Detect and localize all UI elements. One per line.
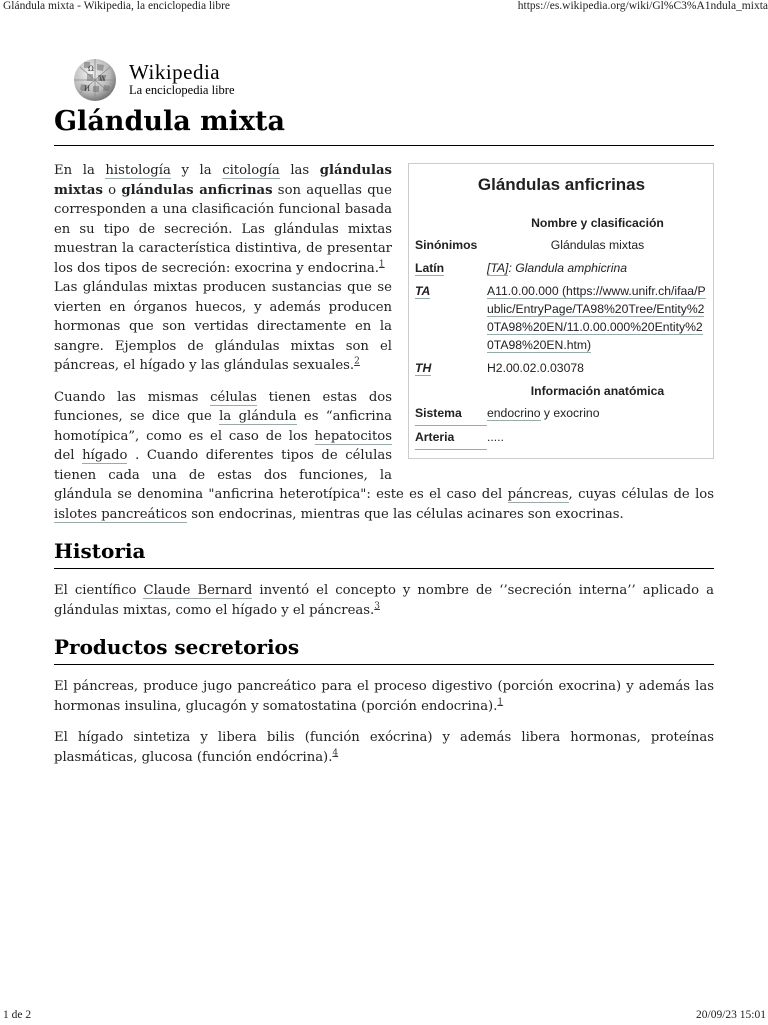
text: En la: [54, 163, 95, 178]
infobox-value: Glándulas mixtas: [550, 238, 645, 252]
sistema-rest: y exocrino: [543, 406, 600, 420]
hepatocitos-link[interactable]: hepatocitos: [314, 428, 392, 444]
infobox-row-sinonimos: [415, 234, 708, 257]
text: del: [54, 448, 75, 463]
infobox-row-arteria: [415, 426, 708, 450]
reference-link[interactable]: 2: [354, 356, 360, 367]
infobox: [408, 163, 714, 459]
text: El páncreas, produce jugo pancreático para el proceso digestivo (porción exocrina) y además las hormonas insulina, glucagón y somatostatina (porción endocrina).: [54, 679, 714, 714]
reference-link[interactable]: 1: [378, 259, 385, 270]
page-title: Glándula mixta: [54, 105, 714, 146]
text: son aquellas que corresponden a una clasificación funcional basada en su tipo de secreción. Las glándulas mixtas muestran la característica distintiva, de presentar los dos tipos de secreción: exocrina y endocrina.: [54, 182, 392, 276]
print-footer-page: 1 de 2: [3, 1009, 32, 1021]
text: , cuyas células de los: [568, 487, 714, 502]
ta-url-link[interactable]: A11.0.00.000 (https://www.unifr.ch/ifaa/Public/EntryPage/TA98%20Tree/Entity%20TA98%20EN/11.0.00.000%20Entity%20TA98%20EN.htm): [487, 284, 706, 352]
text: o: [108, 182, 117, 198]
ta-ref-link[interactable]: [TA]: [487, 261, 509, 275]
print-footer: [0, 1009, 768, 1025]
print-header: [0, 0, 768, 16]
infobox-label: Sistema: [415, 402, 487, 426]
text: son endocrinas, mientras que las células acinares son exocrinas.: [191, 506, 624, 522]
print-header-title: Glándula mixta - Wikipedia, la enciclopedia libre: [3, 0, 231, 12]
text: tienen estas dos funciones, se dice que: [54, 389, 392, 424]
svg-text:И: И: [84, 85, 91, 93]
print-footer-datetime: 20/09/23 15:01: [696, 1009, 766, 1021]
infobox-label: [415, 357, 487, 380]
endocrino-link[interactable]: endocrino: [487, 406, 541, 420]
infobox-value: [487, 402, 708, 426]
reference-link[interactable]: 3: [374, 601, 380, 612]
article-body: [54, 161, 714, 779]
infobox-label: [415, 280, 487, 357]
infobox-label: [415, 257, 487, 280]
text: es “anficrina homotípica”, como es el caso de los: [54, 409, 392, 444]
svg-text:W: W: [99, 75, 107, 83]
wikipedia-wordmark: Wikipedia: [129, 60, 221, 84]
text: inventó el concepto y nombre de ‘’secreción interna’’ aplicado a glándulas mixtas, como el hígado y el páncreas.: [54, 583, 714, 618]
text: Cuando las mismas: [54, 389, 199, 405]
infobox-value: [487, 257, 708, 280]
productos-paragraph-2: [54, 728, 714, 767]
ta-label-link[interactable]: TA: [415, 284, 431, 298]
th-label-link[interactable]: TH: [415, 361, 432, 375]
glandula-link[interactable]: la glándula: [219, 409, 297, 424]
infobox-value: [487, 280, 708, 357]
infobox-title: Glándulas anficrinas: [477, 175, 646, 194]
svg-text:Ω: Ω: [88, 65, 94, 73]
bold-term: glándulas mixtas: [54, 163, 392, 198]
section-heading-productos: Productos secretorios: [54, 634, 714, 665]
print-header-url: https://es.wikipedia.org/wiki/Gl%C3%A1ndula_mixta: [517, 0, 768, 12]
infobox-row-latin: [415, 257, 708, 280]
higado-link[interactable]: hígado: [82, 448, 128, 463]
infobox-section-anatomica: Información anatómica: [530, 384, 665, 398]
infobox-value: .....: [487, 430, 504, 444]
infobox-label: Sinónimos: [415, 238, 478, 252]
reference-link[interactable]: 4: [332, 748, 339, 759]
reference-link[interactable]: 1: [497, 697, 504, 708]
infobox-label: Arteria: [415, 426, 487, 450]
text: y la: [181, 163, 212, 178]
infobox-value: H2.00.02.0.03078: [487, 361, 584, 375]
infobox-section-clasificacion: Nombre y clasificación: [531, 216, 664, 230]
histologia-link[interactable]: histología: [105, 163, 171, 178]
productos-paragraph-1: [54, 677, 714, 716]
pancreas-link[interactable]: páncreas: [507, 487, 569, 502]
infobox-row-th: [415, 357, 708, 380]
latin-link[interactable]: Latín: [415, 261, 445, 275]
islotes-link[interactable]: islotes pancreáticos: [54, 506, 187, 522]
wikipedia-globe-icon: [71, 56, 119, 104]
wikipedia-tagline: La enciclopedia libre: [129, 83, 235, 97]
text: El científico: [54, 583, 137, 598]
claude-bernard-link[interactable]: Claude Bernard: [143, 583, 253, 598]
section-heading-historia: Historia: [54, 538, 714, 569]
historia-paragraph: [54, 581, 714, 620]
text: Las glándulas mixtas producen sustancias que se vierten en órganos huecos, y además producen hormonas que son vertidas directamente en la sangre. Ejemplos de glándulas mixtas son el páncreas, el hígado y las glándulas sexuales.: [54, 280, 392, 373]
infobox-row-sistema: [415, 402, 708, 426]
bold-term: glándulas anficrinas: [121, 182, 273, 198]
infobox-table: [415, 212, 708, 450]
celulas-link[interactable]: células: [210, 389, 257, 405]
citologia-link[interactable]: citología: [222, 163, 280, 178]
text: . Cuando diferentes tipos de células tienen cada una de estas dos funciones, la glándula se denomina "anficrina heterotípica": este es el caso del: [54, 448, 503, 502]
text: las: [290, 163, 310, 178]
infobox-row-ta: [415, 280, 708, 357]
wikipedia-logo[interactable]: [71, 56, 271, 104]
latin-name: : Glandula amphicrina: [508, 261, 628, 275]
text: El hígado sintetiza y libera bilis (función exócrina) y además libera hormonas, proteínas plasmáticas, glucosa (función endócrina).: [54, 730, 714, 765]
